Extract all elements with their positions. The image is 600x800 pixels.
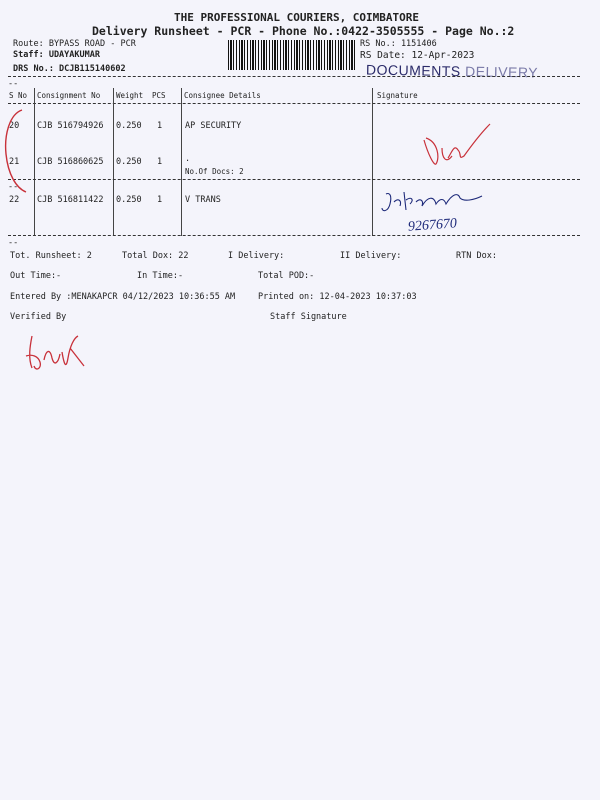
staff: Staff: UDAYAKUMAR	[13, 50, 100, 60]
col-header-consignment: Consignment No	[37, 91, 101, 100]
row-weight: 0.250	[116, 195, 142, 205]
col-header-weight: Weight	[116, 91, 144, 100]
verified-by: Verified By	[10, 312, 67, 322]
rs-date: RS Date: 12-Apr-2023	[360, 50, 475, 61]
receiver-signature	[378, 188, 508, 216]
row-pcs: 1	[157, 195, 163, 205]
col-header-signature: Signature	[377, 91, 418, 100]
row-sno: 22	[9, 195, 20, 205]
handwritten-phone: 9267670	[407, 216, 458, 235]
column-line	[181, 88, 182, 236]
company-name: THE PROFESSIONAL COURIERS, COIMBATORE	[174, 11, 420, 24]
column-line	[113, 88, 114, 236]
col-header-consignee: Consignee Details	[184, 91, 261, 100]
stamp-line1: DOCUMENTS	[365, 61, 461, 80]
column-line	[372, 88, 373, 236]
col-header-sno: S No	[9, 91, 28, 100]
total-runsheet: Tot. Runsheet: 2	[10, 251, 92, 261]
col-header-pcs: PCS	[152, 91, 166, 100]
verifier-initials	[22, 328, 92, 376]
divider	[8, 103, 580, 104]
barcode	[228, 40, 356, 70]
drs-number: DRS No.: DCJB115140602	[13, 64, 126, 74]
documents-delivery-stamp	[366, 61, 538, 80]
row-sno: 20	[9, 121, 20, 131]
row-pcs: 1	[157, 121, 163, 131]
row-pcs: 1	[157, 157, 163, 167]
divider	[8, 235, 580, 236]
row-consignment: CJB 516811422	[37, 195, 104, 205]
hand-drawn-circle	[0, 104, 40, 200]
total-dox: Total Dox: 22	[122, 251, 189, 261]
row-sno: 21	[9, 157, 20, 167]
row-consignee: AP SECURITY	[185, 121, 242, 131]
row-consignee: .	[185, 154, 191, 164]
runsheet-title: Delivery Runsheet - PCR - Phone No.:0422-3505555 - Page No.:2	[92, 24, 515, 38]
row-doc-count: No.Of Docs: 2	[185, 167, 244, 176]
rs-number: RS No.: 1151406	[360, 39, 437, 49]
row-consignment: CJB 516794926	[37, 121, 104, 131]
second-delivery: II Delivery:	[340, 251, 402, 261]
divider	[8, 76, 580, 77]
divider	[8, 179, 580, 180]
row-weight: 0.250	[116, 157, 142, 167]
route: Route: BYPASS ROAD - PCR	[13, 39, 136, 49]
entered-by: Entered By :MENAKAPCR 04/12/2023 10:36:55 AM	[10, 292, 236, 302]
rtn-dox: RTN Dox:	[456, 251, 497, 261]
staff-signature-label: Staff Signature	[270, 312, 347, 322]
in-time: In Time:-	[137, 271, 184, 281]
out-time: Out Time:-	[10, 271, 62, 281]
row-separator: --	[8, 182, 19, 192]
delivery-signature	[418, 118, 498, 170]
row-weight: 0.250	[116, 121, 142, 131]
printed-on: Printed on: 12-04-2023 10:37:03	[258, 292, 417, 302]
row-consignee: V TRANS	[185, 195, 221, 205]
row-consignment: CJB 516860625	[37, 157, 104, 167]
first-delivery: I Delivery:	[228, 251, 285, 261]
stamp-line2: DELIVERY	[464, 63, 539, 81]
row-separator: --	[8, 79, 19, 89]
total-pod: Total POD:-	[258, 271, 315, 281]
end-separator: --	[8, 238, 19, 248]
